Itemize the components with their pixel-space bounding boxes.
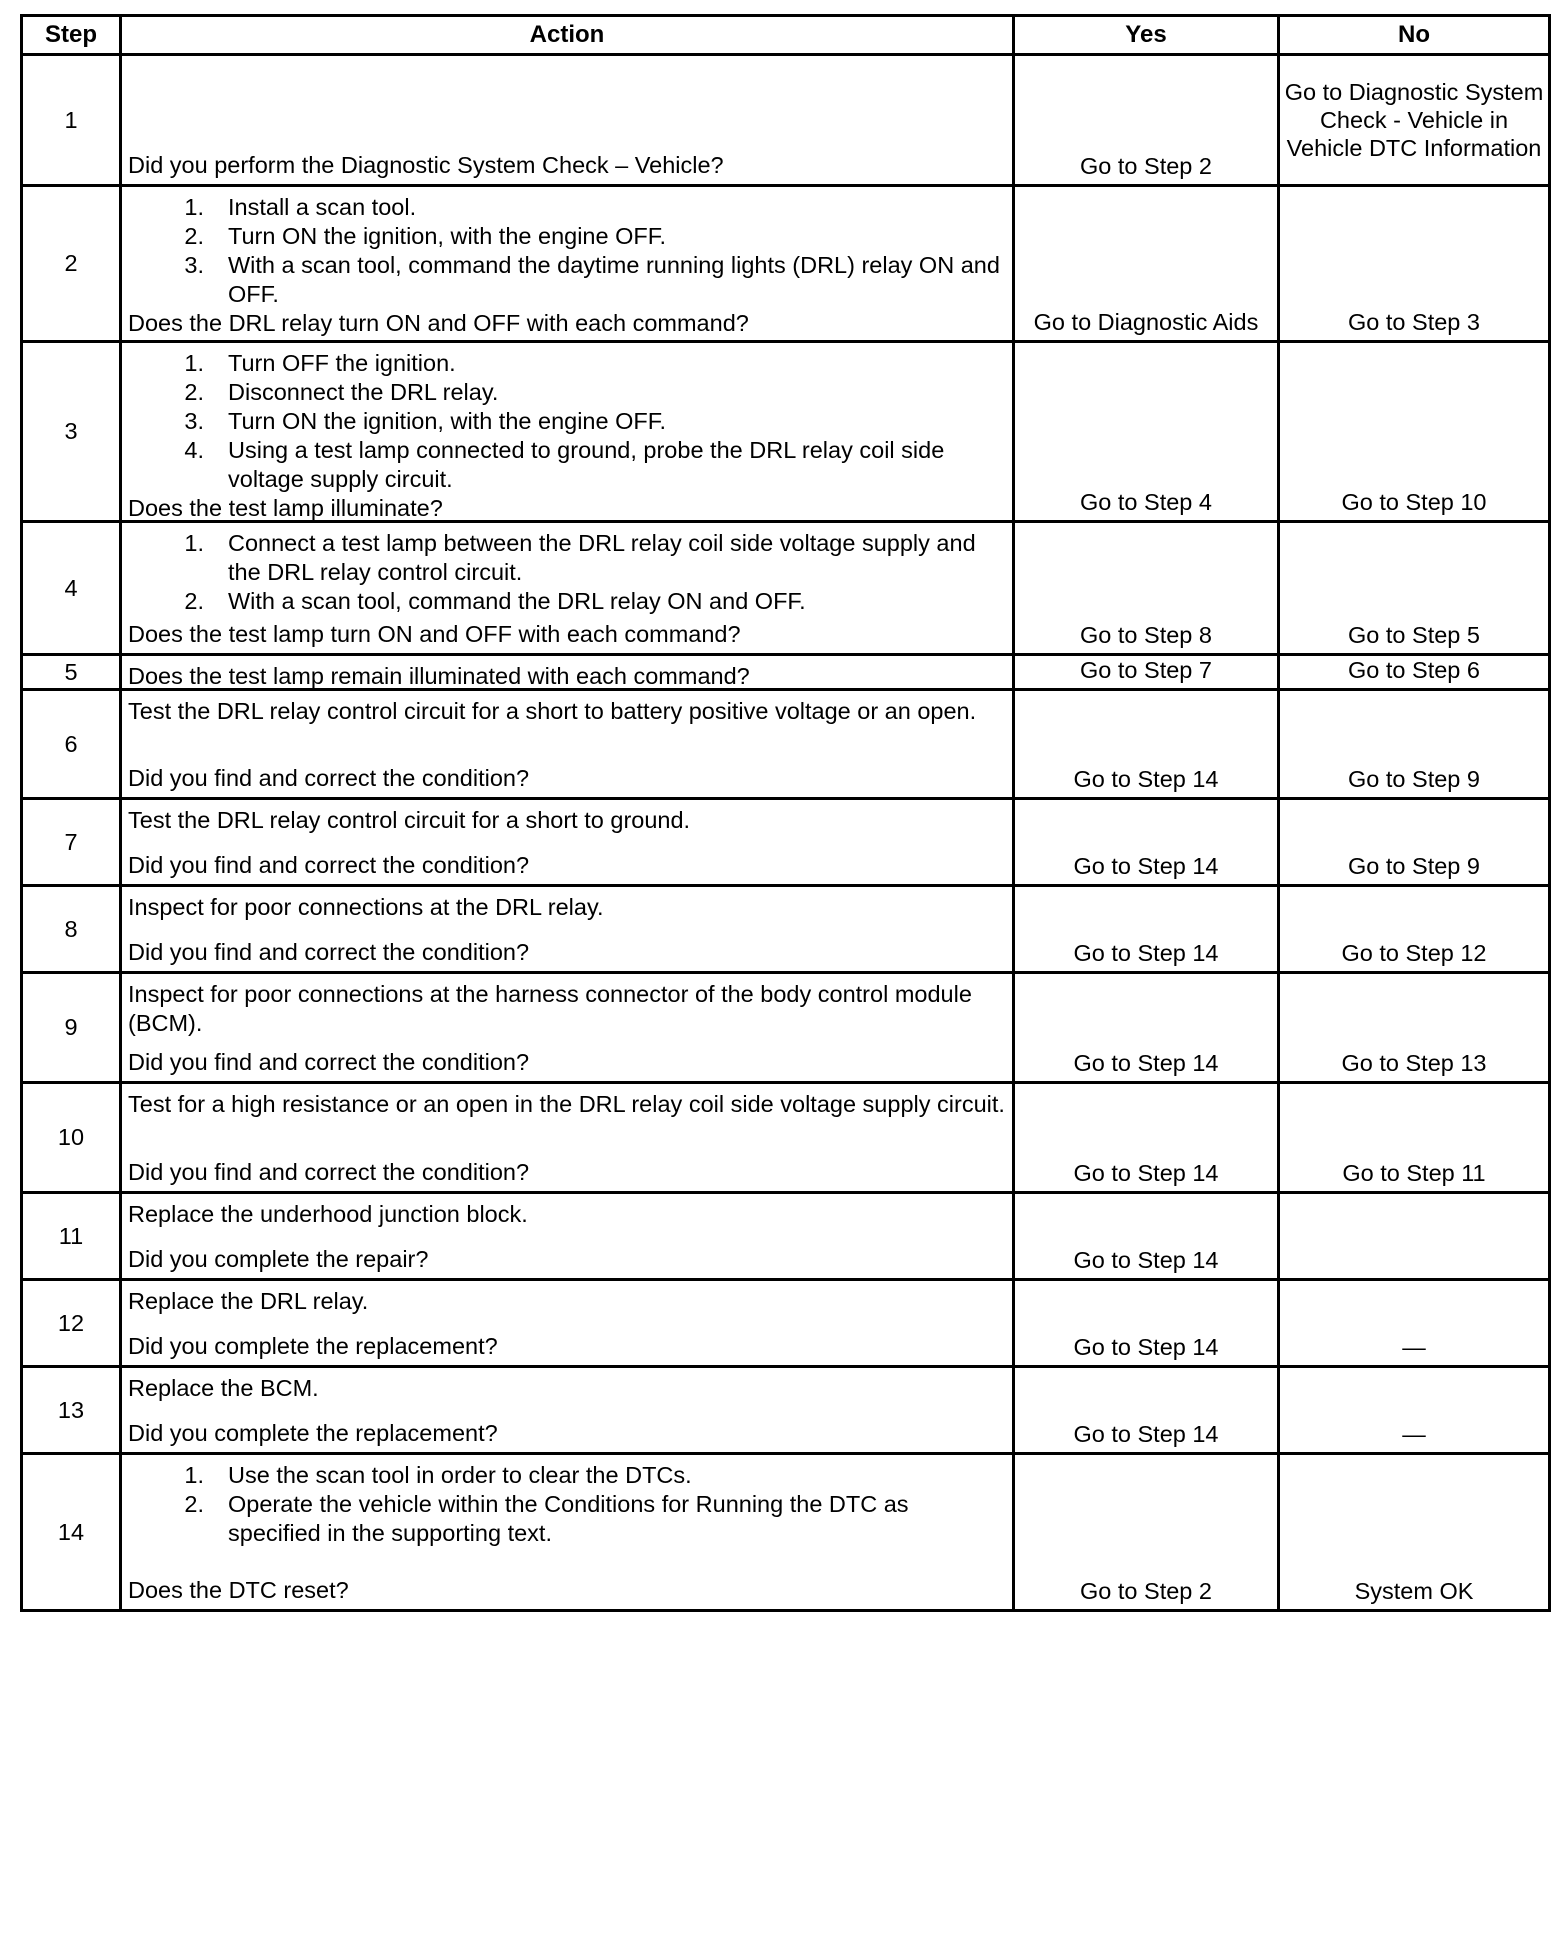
action-question: Does the test lamp remain illuminated with each command? [128, 663, 750, 689]
yes-result: Go to Step 7 [1014, 655, 1279, 690]
no-result: — [1279, 1367, 1550, 1454]
action-paragraph: Replace the DRL relay. [128, 1288, 369, 1314]
diagnostic-table [20, 14, 1551, 1612]
list-item-number: 2. [184, 223, 204, 249]
list-item [128, 587, 1006, 616]
action-question: Did you find and correct the condition? [128, 765, 530, 791]
list-item-number: 1. [184, 194, 204, 220]
list-item-text: With a scan tool, command the daytime running lights (DRL) relay ON and OFF. [228, 252, 1000, 307]
action-instructions [128, 1200, 1006, 1229]
action-paragraph: Replace the BCM. [128, 1375, 319, 1401]
table-row [22, 1454, 1550, 1611]
list-item-text: Using a test lamp connected to ground, probe the DRL relay coil side voltage supply circuit. [228, 437, 945, 492]
list-item-text: Install a scan tool. [228, 194, 417, 220]
list-item [128, 529, 1006, 587]
action-question: Did you find and correct the condition? [128, 852, 530, 878]
list-item-text: Operate the vehicle within the Conditions for Running the DTC as specified in the supporting text. [228, 1491, 909, 1546]
list-item-text: Turn OFF the ignition. [228, 350, 456, 376]
action-question: Does the DRL relay turn ON and OFF with each command? [128, 310, 749, 336]
no-result: Go to Step 5 [1279, 522, 1550, 655]
action-cell [121, 690, 1014, 799]
table-body [22, 55, 1550, 1611]
action-step-list [128, 193, 1006, 309]
step-number: 9 [22, 973, 121, 1083]
yes-result: Go to Step 8 [1014, 522, 1279, 655]
diagnostic-page [20, 14, 1548, 1612]
header-no: No [1279, 16, 1550, 55]
step-number: 7 [22, 799, 121, 886]
yes-result: Go to Step 14 [1014, 690, 1279, 799]
list-item [128, 378, 1006, 407]
no-result: Go to Step 12 [1279, 886, 1550, 973]
header-yes: Yes [1014, 16, 1279, 55]
step-number: 13 [22, 1367, 121, 1454]
yes-result: Go to Diagnostic Aids [1014, 186, 1279, 342]
action-paragraph: Inspect for poor connections at the harness connector of the body control module (BCM). [128, 981, 972, 1036]
list-item-number: 1. [184, 350, 204, 376]
action-instructions [128, 697, 1006, 726]
yes-result: Go to Step 14 [1014, 799, 1279, 886]
list-item [128, 251, 1006, 309]
action-cell [121, 55, 1014, 186]
action-question: Did you complete the repair? [128, 1246, 429, 1272]
no-result: Go to Diagnostic System Check - Vehicle in Vehicle DTC Information [1279, 55, 1550, 186]
step-number: 4 [22, 522, 121, 655]
list-item [128, 1490, 1006, 1548]
action-paragraph: Replace the underhood junction block. [128, 1201, 528, 1227]
action-question: Did you find and correct the condition? [128, 939, 530, 965]
step-number: 14 [22, 1454, 121, 1611]
action-question: Did you find and correct the condition? [128, 1049, 530, 1075]
action-cell [121, 973, 1014, 1083]
action-instructions [128, 1461, 1006, 1548]
table-row [22, 1367, 1550, 1454]
step-number: 3 [22, 342, 121, 522]
table-row [22, 1193, 1550, 1280]
yes-result: Go to Step 14 [1014, 1280, 1279, 1367]
yes-result: Go to Step 14 [1014, 1193, 1279, 1280]
step-number: 2 [22, 186, 121, 342]
action-question: Did you perform the Diagnostic System Check – Vehicle? [128, 152, 724, 178]
action-paragraph: Inspect for poor connections at the DRL relay. [128, 894, 604, 920]
yes-result: Go to Step 2 [1014, 1454, 1279, 1611]
list-item-text: Turn ON the ignition, with the engine OFF. [228, 223, 667, 249]
action-question: Did you complete the replacement? [128, 1333, 498, 1359]
no-result: — [1279, 1280, 1550, 1367]
no-result: Go to Step 13 [1279, 973, 1550, 1083]
table-row [22, 342, 1550, 522]
no-result: Go to Step 11 [1279, 1083, 1550, 1193]
action-instructions [128, 893, 1006, 922]
no-result: Go to Step 6 [1279, 655, 1550, 690]
action-cell [121, 799, 1014, 886]
yes-result: Go to Step 14 [1014, 973, 1279, 1083]
action-question: Does the DTC reset? [128, 1577, 349, 1603]
step-number: 1 [22, 55, 121, 186]
step-number: 8 [22, 886, 121, 973]
action-cell [121, 522, 1014, 655]
action-step-list [128, 529, 1006, 616]
yes-result: Go to Step 4 [1014, 342, 1279, 522]
list-item-number: 3. [184, 408, 204, 434]
action-instructions [128, 1287, 1006, 1316]
action-cell [121, 342, 1014, 522]
action-cell [121, 655, 1014, 690]
step-number: 10 [22, 1083, 121, 1193]
no-result: Go to Step 9 [1279, 690, 1550, 799]
yes-result: Go to Step 14 [1014, 1367, 1279, 1454]
action-instructions [128, 980, 1006, 1038]
table-row [22, 1280, 1550, 1367]
no-result [1279, 1193, 1550, 1280]
step-number: 11 [22, 1193, 121, 1280]
action-paragraph: Test for a high resistance or an open in the DRL relay coil side voltage supply circuit. [128, 1091, 1005, 1117]
table-row [22, 1083, 1550, 1193]
table-row [22, 186, 1550, 342]
action-instructions [128, 349, 1006, 494]
table-row [22, 655, 1550, 690]
no-result: System OK [1279, 1454, 1550, 1611]
no-result: Go to Step 3 [1279, 186, 1550, 342]
action-instructions [128, 1374, 1006, 1403]
list-item-number: 1. [184, 530, 204, 556]
action-cell [121, 1193, 1014, 1280]
list-item-number: 4. [184, 437, 204, 463]
action-instructions [128, 193, 1006, 309]
action-cell [121, 186, 1014, 342]
list-item-number: 1. [184, 1462, 204, 1488]
no-result: Go to Step 10 [1279, 342, 1550, 522]
list-item-text: Use the scan tool in order to clear the DTCs. [228, 1462, 692, 1488]
list-item [128, 407, 1006, 436]
action-step-list [128, 1461, 1006, 1548]
table-row [22, 55, 1550, 186]
action-instructions [128, 529, 1006, 616]
action-question: Did you find and correct the condition? [128, 1159, 530, 1185]
action-step-list [128, 349, 1006, 494]
step-number: 12 [22, 1280, 121, 1367]
action-cell [121, 1083, 1014, 1193]
action-paragraph: Test the DRL relay control circuit for a short to ground. [128, 807, 691, 833]
action-cell [121, 1367, 1014, 1454]
list-item-text: With a scan tool, command the DRL relay ON and OFF. [228, 588, 806, 614]
list-item [128, 436, 1006, 494]
action-cell [121, 1454, 1014, 1611]
table-row [22, 799, 1550, 886]
table-row [22, 522, 1550, 655]
list-item [128, 193, 1006, 222]
action-instructions [128, 1090, 1006, 1119]
header-step: Step [22, 16, 121, 55]
action-question: Does the test lamp illuminate? [128, 495, 443, 521]
list-item-number: 3. [184, 252, 204, 278]
table-row [22, 973, 1550, 1083]
action-paragraph: Test the DRL relay control circuit for a short to battery positive voltage or an open. [128, 698, 977, 724]
list-item-text: Disconnect the DRL relay. [228, 379, 499, 405]
action-instructions [128, 806, 1006, 835]
table-row [22, 690, 1550, 799]
header-action: Action [121, 16, 1014, 55]
action-question: Does the test lamp turn ON and OFF with each command? [128, 621, 741, 647]
list-item-number: 2. [184, 379, 204, 405]
yes-result: Go to Step 14 [1014, 886, 1279, 973]
list-item-text: Turn ON the ignition, with the engine OFF. [228, 408, 667, 434]
list-item [128, 349, 1006, 378]
step-number: 6 [22, 690, 121, 799]
table-row [22, 886, 1550, 973]
action-cell [121, 886, 1014, 973]
action-cell [121, 1280, 1014, 1367]
list-item [128, 1461, 1006, 1490]
yes-result: Go to Step 14 [1014, 1083, 1279, 1193]
list-item [128, 222, 1006, 251]
list-item-text: Connect a test lamp between the DRL relay coil side voltage supply and the DRL relay control circuit. [228, 530, 976, 585]
list-item-number: 2. [184, 1491, 204, 1517]
yes-result: Go to Step 2 [1014, 55, 1279, 186]
no-result: Go to Step 9 [1279, 799, 1550, 886]
table-header-row [22, 16, 1550, 55]
action-question: Did you complete the replacement? [128, 1420, 498, 1446]
step-number: 5 [22, 655, 121, 690]
list-item-number: 2. [184, 588, 204, 614]
